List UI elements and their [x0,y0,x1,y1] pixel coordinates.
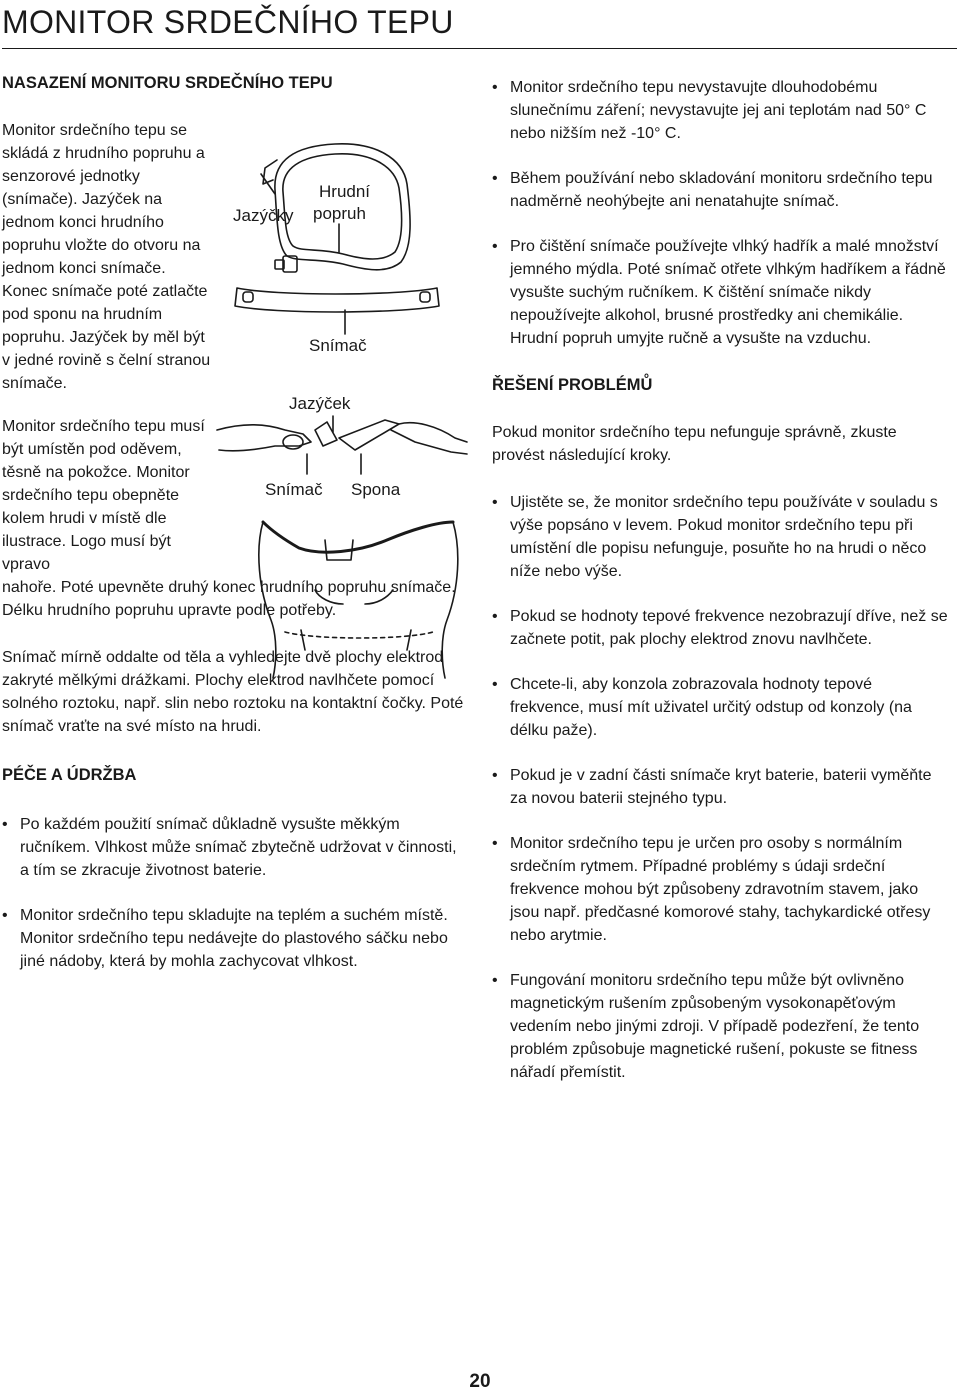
care-item: • Pro čištění snímače používejte vlhký hadřík a malé množství jemného mýdla. Poté snímač otřete vlhkým hadříkem a řádně vysušte suchým ručníkem. K čištění snímače nikdy nepoužívejte alkohol, brusné prostředky ani chemikálie. Hrudní popruh umyjte ručně a vysušte na vzduchu. [492,235,950,350]
fitting-heading: NASAZENÍ MONITORU SRDEČNÍHO TEPU [2,74,333,92]
label-tab: Jazýček [289,394,351,413]
care-item: • Po každém použití snímač důkladně vysušte měkkým ručníkem. Vlhkost může snímač zbytečně udržovat v činnosti, a tím se zkracuje životnost baterie. [2,813,464,882]
troubleshooting-item: • Monitor srdečního tepu je určen pro osoby s normálním srdečním rytmem. Případné problémy s údaji srdeční frekvence mohou být způsobeny zdravotním stavem, jako jsou např. předčasné komorové stahy, tachykardické otřesy nebo arytmie. [492,832,950,947]
page-number: 20 [469,1371,491,1392]
care-item: • Monitor srdečního tepu skladujte na teplém a suchém místě. Monitor srdečního tepu nedávejte do plastového sáčku nebo jiné nádoby, která by mohla zachycovat vlhkost. [2,904,464,973]
troubleshooting-item: • Chcete-li, aby konzola zobrazovala hodnoty tepové frekvence, musí mít uživatel určitý odstup od konzoly (na délku paže). [492,673,950,742]
label-tabs: Jazýčky [233,206,294,225]
care-heading: PÉČE A ÚDRŽBA [2,766,137,784]
care-item: • Monitor srdečního tepu nevystavujte dlouhodobému slunečnímu záření; nevystavujte jej ani teplotám nad 50° C nebo nižším než -10° C. [492,76,950,145]
troubleshooting-heading: ŘEŠENÍ PROBLÉMŮ [492,376,653,394]
care-item: • Během používání nebo skladování monitoru srdečního tepu nadměrně neohýbejte ani nenatahujte snímač. [492,167,950,213]
troubleshooting-intro: Pokud monitor srdečního tepu nefunguje správně, zkuste provést následující kroky. [492,424,897,464]
troubleshooting-item: • Pokud je v zadní části snímače kryt baterie, baterii vyměňte za novou baterii stejného typu. [492,764,950,810]
troubleshooting-item: • Ujistěte se, že monitor srdečního tepu používáte v souladu s výše popsáno v levem. Pokud monitor srdečního tepu při umístění dle popisu nefunguje, posuňte ho na hrudi o něco níže nebo výše. [492,491,950,583]
fitting-paragraph-2a: Monitor srdečního tepu musí být umístěn pod oděvem, těsně na pokožce. Monitor srdečního tepu obepněte kolem hrudi v místě dle ilustrace. Logo musí být vpravo [2,418,205,573]
heart-rate-monitor-illustration [215,120,470,680]
label-sensor-bottom: Snímač [265,480,323,499]
label-strap-line1: Hrudní [319,182,371,201]
label-buckle: Spona [351,480,401,499]
fitting-paragraph-1: Monitor srdečního tepu se skládá z hrudního popruhu a senzorové jednotky (snímače). Jazýček na jednom konci hrudního popruhu vložte do otvoru na jednom konci snímače. Konec snímače poté zatlačte pod sponu na hrudním popruhu. Jazýček by měl být v jedné rovině s čelní stranou snímače. [2,122,211,392]
page-title: MONITOR SRDEČNÍHO TEPU [2,2,957,49]
fitting-paragraph-3: Snímač mírně oddalte od těla a vyhledejte dvě plochy elektrod zakryté mělkými drážkami. Plochy elektrod navlhčete pomocí solného roztoku, např. slin nebo roztoku na kontaktní čočky. Poté snímač vraťte na své místo na hrudi. [2,649,464,735]
label-sensor-top: Snímač [309,336,367,355]
label-strap-line2: popruh [313,204,366,223]
right-column [492,76,950,1084]
fitting-paragraph-2b: nahoře. Poté upevněte druhý konec hrudního popruhu snímače. Délku hrudního popruhu upravte podle potřeby. [2,579,456,619]
troubleshooting-item: • Fungování monitoru srdečního tepu může být ovlivněno magnetickým rušením způsobeným vysokonapěťovým vedením nebo jinými zdroji. V případě podezření, že tento problém způsobuje magnetické rušení, pokuste se fitness nářadí přemístit. [492,969,950,1084]
troubleshooting-item: • Pokud se hodnoty tepové frekvence nezobrazují dříve, než se začnete potit, pak plochy elektrod znovu navlhčete. [492,605,950,651]
